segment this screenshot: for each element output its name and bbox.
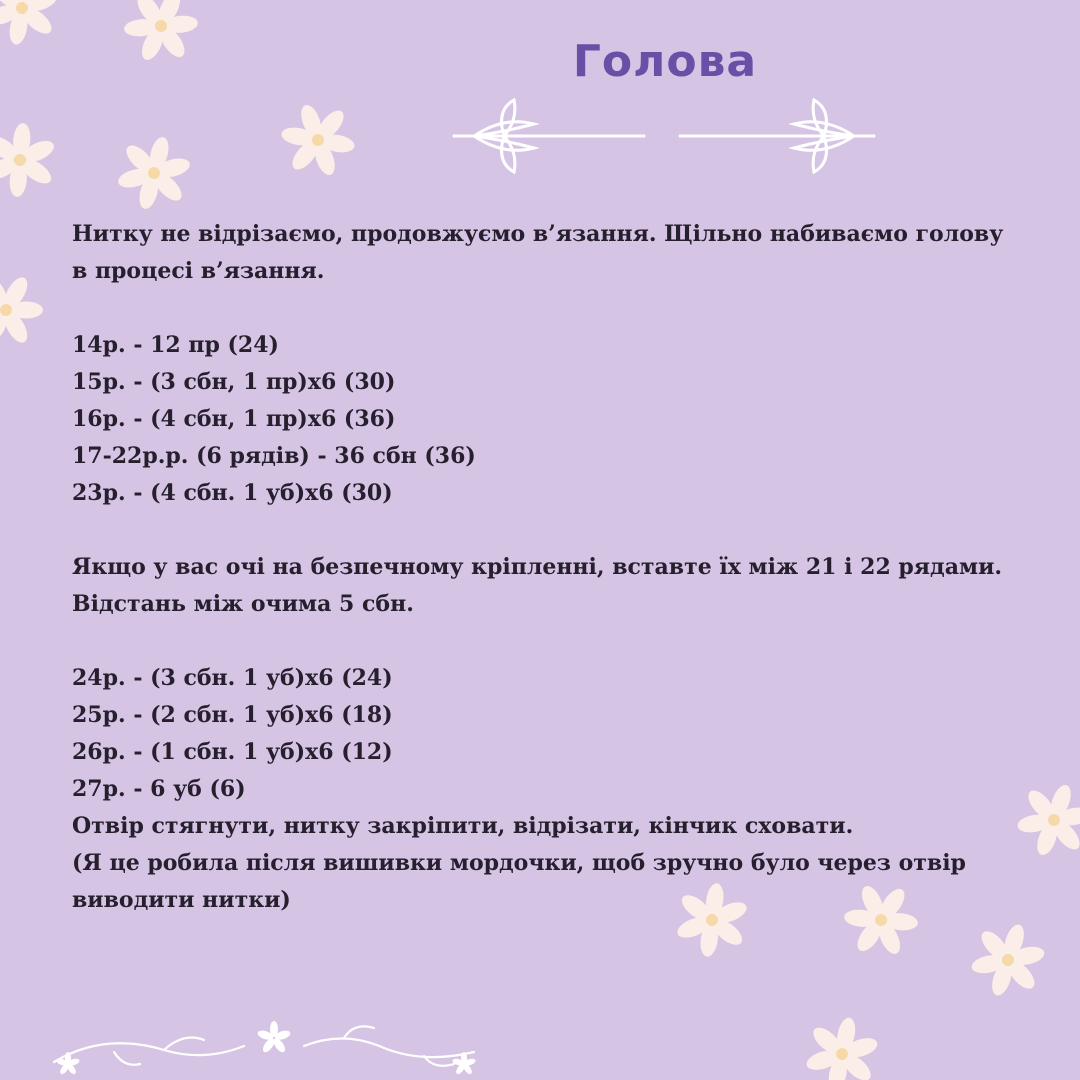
daisy-flower-icon — [0, 0, 62, 48]
floral-swirl-icon — [44, 1012, 504, 1080]
pattern-row: 15р. - (3 сбн, 1 пр)х6 (30) — [72, 369, 396, 395]
pattern-row: 17-22р.р. (6 рядів) - 36 сбн (36) — [72, 443, 476, 469]
pattern-row: 26р. - (1 сбн. 1 уб)х6 (12) — [72, 739, 393, 765]
daisy-flower-icon — [121, 0, 201, 66]
eyes-note-line: Якщо у вас очі на безпечному кріпленні, вставте їх між 21 і 22 рядами. — [72, 554, 1003, 580]
daisy-flower-icon — [968, 920, 1048, 1000]
pattern-row: 24р. - (3 сбн. 1 уб)х6 (24) — [72, 665, 393, 691]
spacer — [72, 623, 1042, 660]
spacer — [72, 290, 1042, 327]
daisy-flower-icon — [278, 100, 358, 180]
pattern-instructions — [72, 216, 1042, 919]
intro-line: Нитку не відрізаємо, продовжуємо в’язання. Щільно набиваємо голову — [72, 221, 1004, 247]
pattern-row: 14р. - 12 пр (24) — [72, 332, 279, 358]
intro-line: в процесі в’язання. — [72, 258, 325, 284]
finishing-note-line: (Я це робила після вишивки мордочки, щоб зручно було через отвір — [72, 850, 966, 876]
finishing-line: Отвір стягнути, нитку закріпити, відрізати, кінчик сховати. — [72, 813, 854, 839]
eyes-note-line: Відстань між очима 5 сбн. — [72, 591, 414, 617]
arrow-leaf-divider-icon — [444, 96, 884, 176]
daisy-flower-icon — [114, 133, 194, 213]
pattern-row: 27р. - 6 уб (6) — [72, 776, 246, 802]
pattern-row: 16р. - (4 сбн, 1 пр)х6 (36) — [72, 406, 396, 432]
page-title: Голова — [572, 36, 758, 87]
finishing-note-line: виводити нитки) — [72, 887, 291, 913]
daisy-flower-icon — [802, 1014, 882, 1080]
daisy-flower-icon — [0, 120, 60, 200]
pattern-row: 25р. - (2 сбн. 1 уб)х6 (18) — [72, 702, 393, 728]
pattern-row: 23р. - (4 сбн. 1 уб)х6 (30) — [72, 480, 393, 506]
daisy-flower-icon — [0, 270, 46, 350]
spacer — [72, 512, 1042, 549]
